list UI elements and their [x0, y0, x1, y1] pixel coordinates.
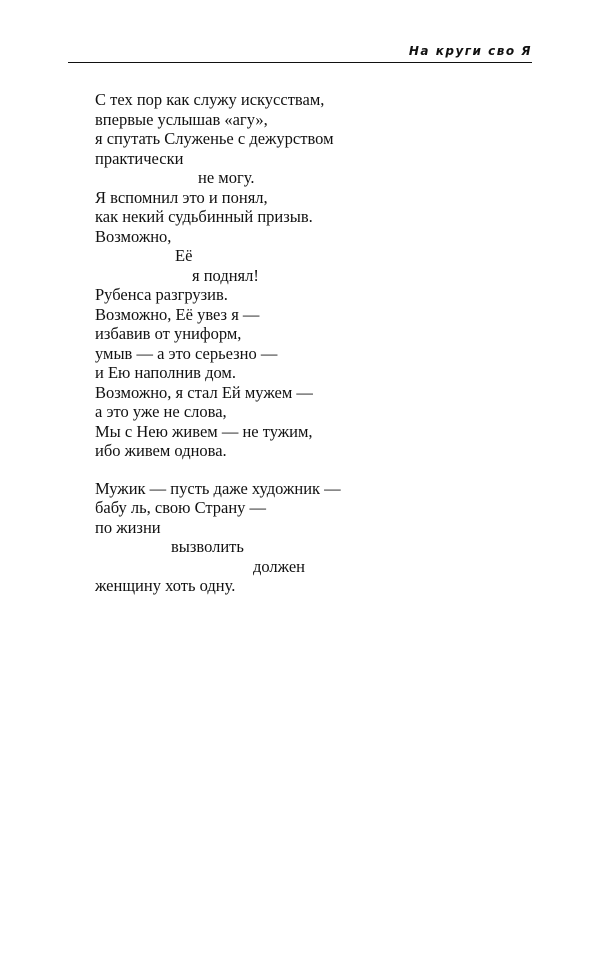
poem-line: Я вспомнил это и понял, — [95, 187, 268, 207]
poem-line: С тех пор как служу искусствам, — [95, 90, 325, 109]
poem-line: Мужик — пусть даже художник — — [95, 478, 341, 498]
poem-line: по жизни — [95, 517, 161, 537]
poem-line: бабу ль, свою Страну — — [95, 498, 267, 517]
poem-line: Мы с Нею живем — не тужим, — [95, 421, 313, 441]
poem-line: а это уже не слова, — [95, 402, 227, 421]
stanza-break — [95, 461, 535, 479]
poem-line: практически — [95, 148, 184, 168]
stanza-1 — [95, 90, 535, 461]
poem-line: умыв — а это серьезно — — [95, 343, 278, 363]
poem-line-indented: вызволить — [171, 537, 244, 556]
poem-line-indented: я поднял! — [192, 265, 259, 285]
poem-line: ибо живем однова. — [95, 441, 227, 460]
running-head-title: На круги сво Я — [408, 44, 532, 58]
poem-line-indented: Её — [175, 246, 193, 265]
stanza-2 — [95, 479, 535, 596]
poem-line: Возможно, — [95, 226, 172, 246]
poem-line: Возможно, я стал Ей мужем — — [95, 382, 313, 402]
poem-line: как некий судьбинный призыв. — [95, 207, 313, 226]
poem-line-indented: должен — [253, 556, 305, 576]
poem-line: Рубенса разгрузив. — [95, 285, 228, 304]
header-rule — [68, 62, 532, 63]
poem-line-indented: не могу. — [198, 168, 255, 187]
poem-line: избавив от униформ, — [95, 324, 242, 343]
poem-line: впервые услышав «агу», — [95, 109, 268, 129]
poem-line: и Ею наполнив дом. — [95, 363, 236, 382]
poem-line: Возможно, Её увез я — — [95, 304, 260, 324]
poem-body — [95, 90, 535, 596]
poem-line: я спутать Служенье с дежурством — [95, 129, 334, 148]
poem-line: женщину хоть одну. — [95, 576, 236, 595]
